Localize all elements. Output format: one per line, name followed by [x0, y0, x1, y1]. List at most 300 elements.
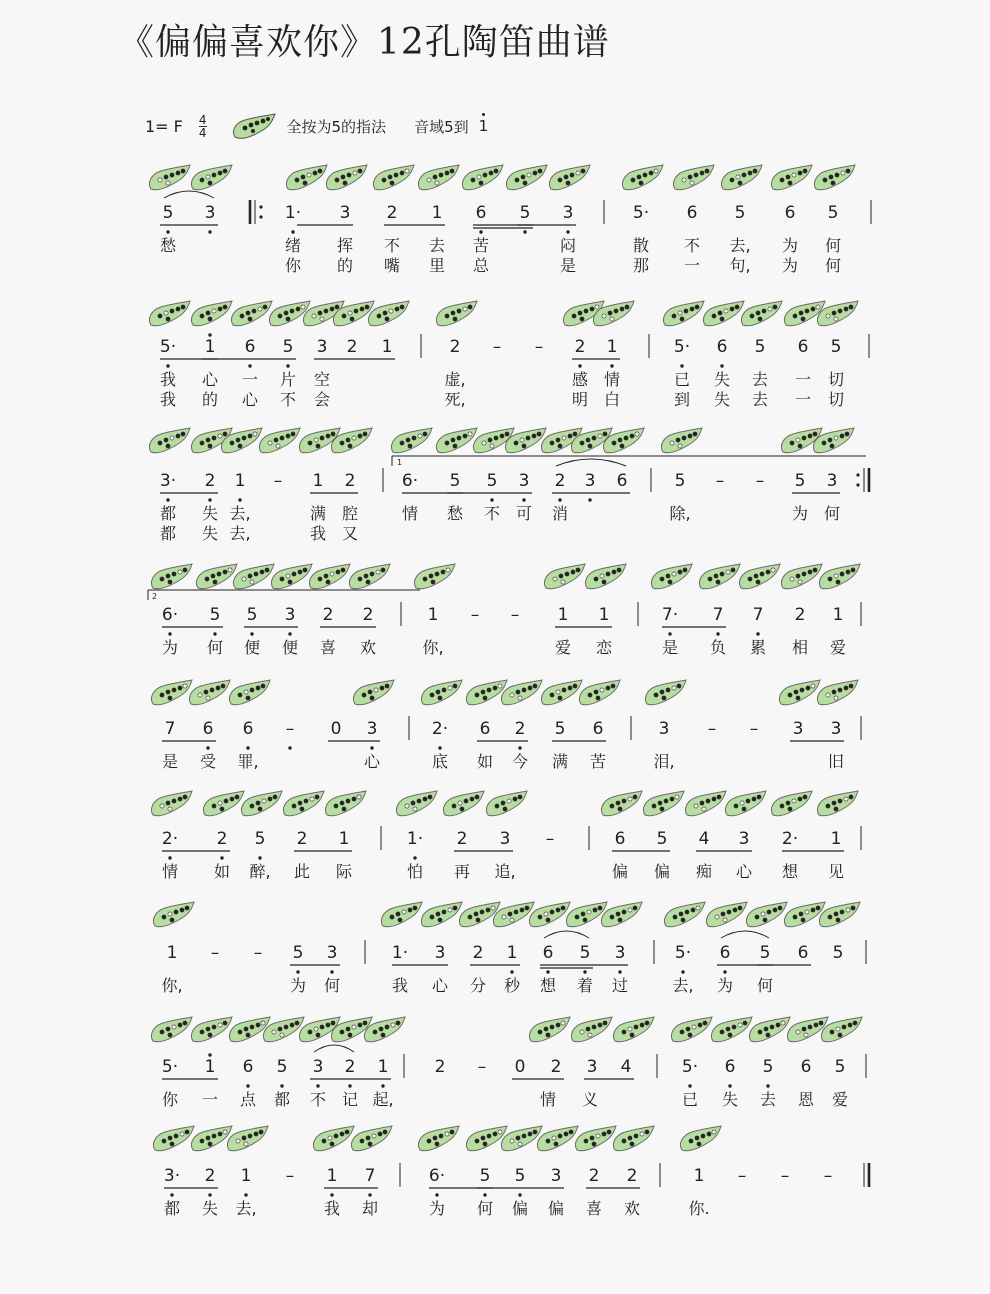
ocarina-hole [598, 1023, 602, 1027]
ocarina-hole [664, 799, 668, 803]
ocarina-hole [834, 317, 838, 321]
ocarina-hole [176, 307, 180, 311]
ocarina-hole [516, 1136, 520, 1140]
ocarina-body [749, 1017, 790, 1042]
ocarina-hole [312, 314, 316, 318]
note: 5 [514, 1166, 526, 1186]
ocarina-icon [368, 301, 409, 326]
ocarina-hole [316, 1033, 320, 1037]
ocarina-body [418, 1126, 459, 1151]
ocarina-hole [471, 178, 475, 182]
lyric: 你. [688, 1199, 710, 1218]
ocarina-hole [838, 799, 842, 803]
ocarina-body [462, 165, 503, 190]
ocarina-hole [474, 912, 478, 916]
ocarina-hole [673, 915, 677, 919]
note: 3 [830, 719, 842, 739]
ocarina-hole [596, 696, 600, 700]
ocarina-icon [571, 1017, 612, 1042]
ocarina-body [549, 165, 590, 190]
ocarina-icon [703, 301, 744, 326]
time-denominator: 4 [198, 125, 207, 140]
ocarina-hole [813, 568, 817, 572]
ocarina-hole [342, 314, 346, 318]
lyric: 见 [827, 862, 845, 881]
ocarina-hole [357, 795, 361, 799]
ocarina-hole [635, 432, 639, 436]
ocarina-hole [448, 908, 452, 912]
ocarina-hole [340, 1132, 344, 1136]
ocarina-hole [160, 693, 164, 697]
ocarina-body [501, 1126, 542, 1151]
low-octave-dot [330, 1193, 333, 1196]
ocarina-hole [764, 1027, 768, 1031]
note: 3 [366, 719, 378, 739]
ocarina-hole [164, 175, 168, 179]
ocarina-body [153, 1126, 194, 1151]
ocarina-hole [172, 688, 176, 692]
ocarina-hole [427, 1139, 431, 1143]
lyric: 去 [428, 236, 446, 255]
ocarina-hole [362, 693, 366, 697]
ocarina-hole [698, 1023, 702, 1027]
low-octave-dot [166, 230, 169, 233]
ocarina-hole [796, 574, 800, 578]
note: 1 [166, 943, 178, 963]
ocarina-hole [848, 1023, 852, 1027]
ocarina-hole [482, 441, 486, 445]
ocarina-hole [678, 570, 682, 574]
lyric: 何 [206, 638, 224, 657]
note: – [285, 719, 295, 739]
ocarina-hole [423, 577, 427, 581]
ocarina-hole [610, 317, 614, 321]
ocarina-hole [533, 171, 537, 175]
ocarina-hole [676, 438, 680, 442]
low-octave-dot [170, 1193, 173, 1196]
ocarina-hole [493, 686, 497, 690]
ocarina-hole [508, 912, 512, 916]
low-octave-dot [248, 364, 251, 367]
ocarina-icon [229, 680, 270, 705]
ocarina-hole [431, 580, 435, 584]
lyric: 底 [431, 752, 449, 771]
ocarina-hole [666, 574, 670, 578]
ocarina-hole [645, 1021, 649, 1025]
note: 3 [312, 1057, 324, 1077]
ocarina-hole [320, 317, 324, 321]
ocarina-hole [288, 580, 292, 584]
ocarina-body [368, 301, 409, 326]
ocarina-hole [310, 797, 314, 801]
ocarina-hole [612, 441, 616, 445]
ocarina-body [771, 791, 812, 816]
ocarina-hole [564, 175, 568, 179]
ocarina-icon [575, 1126, 616, 1151]
ocarina-hole [750, 314, 754, 318]
ocarina-hole [682, 436, 686, 440]
lyric: 片 [279, 370, 297, 389]
ocarina-icon [462, 165, 503, 190]
note: 6 [719, 943, 731, 963]
ocarina-hole [445, 171, 449, 175]
note: 5 [246, 605, 258, 625]
lyric: 你, [161, 976, 183, 995]
ocarina-hole [766, 570, 770, 574]
note: 3 [562, 203, 574, 223]
ocarina-icon [749, 1017, 790, 1042]
ocarina-body [414, 564, 455, 589]
ocarina-hole [244, 1027, 248, 1031]
ocarina-hole [614, 309, 618, 313]
ocarina-hole [830, 444, 834, 448]
ocarina-hole [622, 910, 626, 914]
low-octave-dot [588, 498, 591, 501]
ocarina-hole [235, 795, 239, 799]
ocarina-hole [374, 688, 378, 692]
ocarina-icon [191, 165, 232, 190]
ocarina-icon [537, 1126, 578, 1151]
ocarina-hole [370, 696, 374, 700]
ocarina-body [746, 902, 787, 927]
ocarina-body [529, 902, 570, 927]
ocarina-hole [290, 309, 294, 313]
lyric: 会 [313, 390, 331, 409]
ocarina-hole [756, 311, 760, 315]
ocarina-hole [181, 169, 185, 173]
ocarina-hole [218, 434, 222, 438]
ocarina-hole [790, 577, 794, 581]
note: 3 [658, 719, 670, 739]
note: 1 [204, 337, 216, 357]
ocarina-hole [326, 434, 330, 438]
note: 3 [339, 203, 351, 223]
ocarina-hole [402, 910, 406, 914]
ocarina-hole [248, 574, 252, 578]
ocarina-hole [160, 804, 164, 808]
ocarina-hole [220, 807, 224, 811]
ocarina-hole [358, 1023, 362, 1027]
lyric: 总 [472, 256, 490, 275]
ocarina-hole [654, 169, 658, 173]
ocarina-hole [385, 317, 389, 321]
lyric: 心 [431, 976, 449, 995]
ocarina-hole [217, 572, 221, 576]
low-octave-dot [518, 1193, 521, 1196]
low-octave-dot [208, 230, 211, 233]
ocarina-hole [286, 574, 290, 578]
lyric: 挥 [336, 236, 354, 255]
lyric: 旧 [827, 752, 845, 771]
ocarina-hole [781, 1021, 785, 1025]
low-octave-dot [166, 498, 169, 501]
note: 1· [391, 943, 409, 963]
slur [556, 459, 626, 466]
lyric: 何 [824, 236, 842, 255]
low-octave-dot [370, 746, 373, 749]
lyric: 喜 [585, 1199, 603, 1218]
ocarina-icon [685, 791, 726, 816]
ocarina-hole [168, 696, 172, 700]
note: 2 [574, 337, 586, 357]
note: 1 [431, 203, 443, 223]
lyric: 又 [341, 524, 359, 543]
ocarina-hole [695, 1136, 699, 1140]
lyric: 负 [709, 638, 727, 657]
ocarina-hole [446, 568, 450, 572]
ocarina-icon [227, 1126, 268, 1151]
ocarina-icon [771, 165, 812, 190]
ocarina-hole [320, 436, 324, 440]
ocarina-hole [588, 693, 592, 697]
ocarina-hole [576, 171, 580, 175]
ocarina-icon [814, 165, 855, 190]
ocarina-hole [660, 577, 664, 581]
ocarina-icon [706, 902, 747, 927]
ocarina-hole [295, 178, 299, 182]
ocarina-icon [233, 564, 274, 589]
ocarina-hole [360, 1139, 364, 1143]
lyric: 去, [229, 504, 251, 523]
ocarina-hole [346, 1027, 350, 1031]
ocarina-hole [592, 1025, 596, 1029]
ocarina-hole [206, 1136, 210, 1140]
note: 5 [832, 943, 844, 963]
ocarina-hole [435, 572, 439, 576]
ocarina-hole [823, 178, 827, 182]
ocarina-body [579, 680, 620, 705]
note: – [737, 1166, 747, 1186]
note: 5 [579, 943, 591, 963]
ocarina-hole [498, 684, 502, 688]
lyric: 都 [273, 1090, 291, 1109]
ocarina-hole [518, 1142, 522, 1146]
ocarina-hole [788, 807, 792, 811]
lyric: 是 [661, 638, 679, 657]
note: 1 [832, 605, 844, 625]
low-octave-dot [546, 970, 549, 973]
ocarina-hole [212, 436, 216, 440]
ocarina-hole [602, 314, 606, 318]
ocarina-hole [720, 1030, 724, 1034]
ocarina-hole [834, 807, 838, 811]
ocarina-hole [556, 908, 560, 912]
ocarina-hole [378, 1132, 382, 1136]
note: 6 [614, 829, 626, 849]
lyric: 一 [794, 390, 812, 409]
ocarina-hole [352, 1025, 356, 1029]
ocarina-hole [608, 311, 612, 315]
ocarina-hole [164, 438, 168, 442]
ocarina-hole [840, 434, 844, 438]
ocarina-hole [348, 444, 352, 448]
ocarina-hole [834, 574, 838, 578]
ocarina-hole [206, 438, 210, 442]
ocarina-hole [830, 1030, 834, 1034]
ocarina-body [651, 564, 692, 589]
lyric: 已 [681, 1090, 699, 1109]
note: 3 [738, 829, 750, 849]
ocarina-hole [510, 693, 514, 697]
lyric: 你 [161, 1090, 179, 1109]
note: 6 [592, 719, 604, 739]
ocarina-hole [390, 181, 394, 185]
ocarina-hole [568, 434, 572, 438]
ocarina-hole [451, 438, 455, 442]
ocarina-hole [503, 807, 507, 811]
lyric: 便 [281, 638, 299, 657]
low-octave-dot [479, 230, 482, 233]
ocarina-hole [844, 797, 848, 801]
ocarina-hole [200, 314, 204, 318]
ocarina-icon [501, 1126, 542, 1151]
lyric: 的 [336, 256, 354, 275]
lyric: 爱 [554, 638, 572, 657]
ocarina-hole [363, 1021, 367, 1025]
ocarina-hole [261, 684, 265, 688]
ocarina-hole [212, 1134, 216, 1138]
ocarina-hole [717, 795, 721, 799]
note: 6 [800, 1057, 812, 1077]
lyric: 里 [428, 256, 446, 275]
lyric: 都 [159, 524, 177, 543]
ocarina-icon [271, 564, 312, 589]
ocarina-hole [630, 434, 634, 438]
ocarina-hole [628, 797, 632, 801]
note: 6 [686, 203, 698, 223]
ocarina-hole [793, 314, 797, 318]
ocarina-body [622, 165, 663, 190]
low-octave-dot [166, 364, 169, 367]
ocarina-body [703, 301, 744, 326]
ocarina-hole [385, 1025, 389, 1029]
ocarina-hole [436, 690, 440, 694]
ocarina-hole [280, 436, 284, 440]
ocarina-icon [739, 564, 780, 589]
note: 6 [479, 719, 491, 739]
ocarina-icon [819, 564, 860, 589]
ocarina-hole [246, 696, 250, 700]
ocarina-icon [309, 564, 350, 589]
ocarina-icon [819, 902, 860, 927]
ocarina-hole [735, 305, 739, 309]
lyric: 偏 [547, 1199, 565, 1218]
ocarina-body [771, 165, 812, 190]
ocarina-hole [556, 690, 560, 694]
ocarina-hole [816, 906, 820, 910]
ocarina-icon [817, 791, 858, 816]
ocarina-hole [166, 1027, 170, 1031]
ocarina-hole [489, 171, 493, 175]
note: 1 [693, 1166, 705, 1186]
ocarina-hole [238, 693, 242, 697]
ocarina-hole [618, 807, 622, 811]
ocarina-hole [586, 438, 590, 442]
note: 5 [834, 1057, 846, 1077]
ocarina-hole [575, 915, 579, 919]
note: 6 [244, 337, 256, 357]
ocarina-hole [525, 906, 529, 910]
ocarina-hole [308, 441, 312, 445]
note: 2 [344, 1057, 356, 1077]
ocarina-hole [268, 441, 272, 445]
note: 5 [209, 605, 221, 625]
low-octave-dot [668, 632, 671, 635]
ocarina-hole [172, 1025, 176, 1029]
ocarina-hole [718, 311, 722, 315]
lyric: 想 [539, 976, 557, 995]
ocarina-hole [438, 918, 442, 922]
ocarina-hole [724, 309, 728, 313]
ocarina-hole [259, 1130, 263, 1134]
ocarina-hole [475, 1139, 479, 1143]
ocarina-hole [216, 686, 220, 690]
ocarina-hole [828, 577, 832, 581]
ocarina-hole [433, 175, 437, 179]
note: 5· [673, 337, 691, 357]
ocarina-hole [335, 305, 339, 309]
lyric: 苦 [589, 752, 607, 771]
low-octave-dot [610, 364, 613, 367]
note: 6 [716, 337, 728, 357]
ocarina-hole [347, 173, 351, 177]
ocarina-hole [527, 173, 531, 177]
note: 1 [326, 1166, 338, 1186]
ocarina-hole [767, 910, 771, 914]
ocarina-icon [396, 791, 437, 816]
ocarina-hole [610, 915, 614, 919]
note: 5 [674, 471, 686, 491]
note: 2 [472, 943, 484, 963]
lyric: 一 [241, 370, 259, 389]
ocarina-hole [383, 311, 387, 315]
slur [721, 931, 769, 938]
ocarina-hole [300, 807, 304, 811]
ocarina-hole [296, 307, 300, 311]
ocarina-hole [716, 580, 720, 584]
ocarina-hole [693, 432, 697, 436]
ocarina-hole [688, 1033, 692, 1037]
ocarina-hole [254, 572, 258, 576]
ocarina-body [673, 165, 714, 190]
ocarina-hole [242, 436, 246, 440]
lyric: 何 [476, 1199, 494, 1218]
ocarina-body [353, 680, 394, 705]
ocarina-hole [178, 1023, 182, 1027]
ocarina-hole [256, 801, 260, 805]
note: – [470, 605, 480, 625]
ocarina-hole [639, 181, 643, 185]
note: – [285, 1166, 295, 1186]
ocarina-hole [330, 572, 334, 576]
ocarina-hole [435, 181, 439, 185]
lyric: 明 [571, 390, 589, 409]
lyric: 罪, [237, 752, 259, 771]
ocarina-hole [200, 1139, 204, 1143]
low-octave-dot [522, 498, 525, 501]
ocarina-hole [720, 317, 724, 321]
note: 3· [163, 1166, 181, 1186]
lyric: 去, [229, 524, 251, 543]
ocarina-hole [682, 178, 686, 182]
ocarina-hole [495, 804, 499, 808]
ocarina-hole [348, 1033, 352, 1037]
note: 3 [826, 471, 838, 491]
repeat-dot [259, 205, 262, 208]
repeat-dot [856, 483, 859, 486]
ocarina-hole [176, 171, 180, 175]
ocarina-hole [762, 309, 766, 313]
